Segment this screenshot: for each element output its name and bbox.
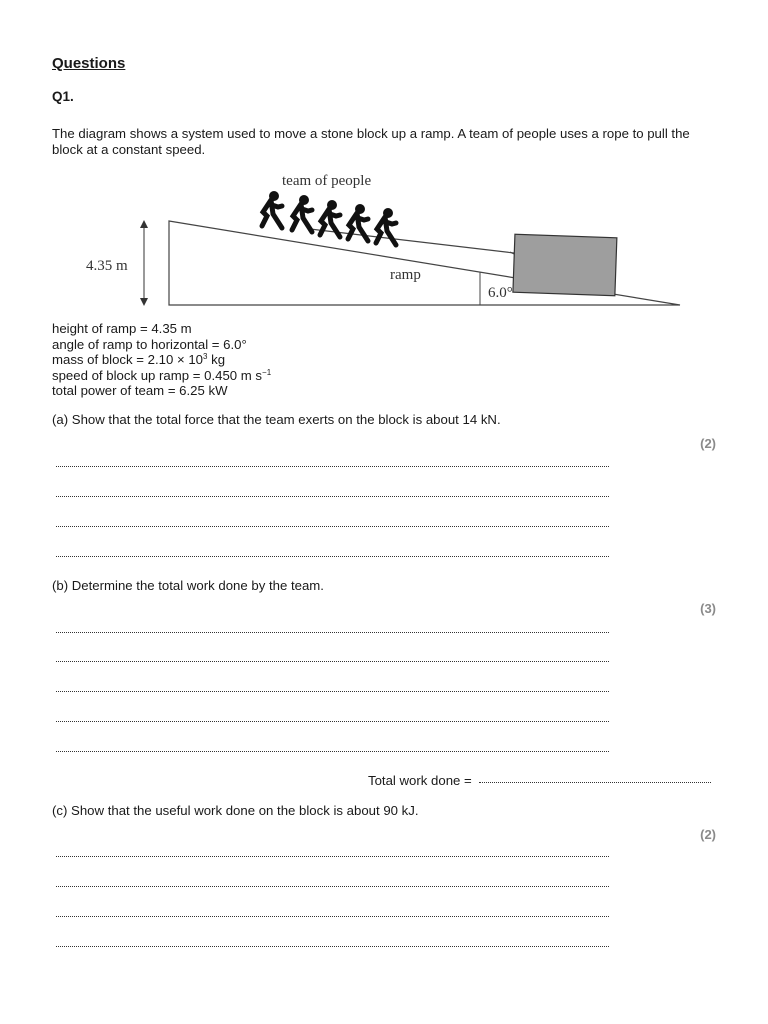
answer-line[interactable] bbox=[56, 721, 609, 722]
given-height: height of ramp = 4.35 m bbox=[52, 321, 192, 336]
question-intro: The diagram shows a system used to move a stone block up a ramp. A team of people uses a rope to pull the block at a constant speed. bbox=[52, 126, 690, 157]
total-work-answer-row bbox=[368, 773, 711, 788]
answer-line[interactable] bbox=[56, 466, 609, 467]
total-work-answer-field[interactable] bbox=[479, 782, 711, 783]
answer-line[interactable] bbox=[56, 886, 609, 887]
part-a-prompt: (a) Show that the total force that the team exerts on the block is about 14 kN. bbox=[52, 412, 501, 427]
answer-line[interactable] bbox=[56, 691, 609, 692]
answer-line[interactable] bbox=[56, 751, 609, 752]
height-label: 4.35 m bbox=[86, 258, 128, 274]
answer-line[interactable] bbox=[56, 496, 609, 497]
given-power: total power of team = 6.25 kW bbox=[52, 383, 228, 398]
team-label: team of people bbox=[282, 173, 372, 189]
given-data bbox=[52, 321, 271, 399]
given-speed: speed of block up ramp = 0.450 m $s^{-1}$ bbox=[52, 367, 272, 383]
part-c-prompt: (c) Show that the useful work done on the block is about 90 kJ. bbox=[52, 803, 419, 818]
ramp-diagram bbox=[80, 166, 690, 314]
answer-line[interactable] bbox=[56, 946, 609, 947]
answer-line[interactable] bbox=[56, 661, 609, 662]
answer-line[interactable] bbox=[56, 916, 609, 917]
total-work-label: Total work done = bbox=[368, 773, 476, 788]
part-b-marks: (3) bbox=[700, 601, 716, 616]
part-b-prompt: (b) Determine the total work done by the team. bbox=[52, 578, 324, 593]
ramp-label: ramp bbox=[390, 267, 421, 283]
part-c-marks: (2) bbox=[700, 827, 716, 842]
part-a-marks: (2) bbox=[700, 436, 716, 451]
question-number: Q1. bbox=[52, 89, 74, 104]
answer-line[interactable] bbox=[56, 556, 609, 557]
given-angle: angle of ramp to horizontal = 6.0° bbox=[52, 336, 247, 352]
answer-line[interactable] bbox=[56, 526, 609, 527]
angle-label: 6.0° bbox=[488, 285, 513, 301]
answer-line[interactable] bbox=[56, 632, 609, 633]
stone-block bbox=[513, 234, 617, 296]
given-mass: mass of block = $2.10 \times 10^3$ kg bbox=[52, 352, 226, 367]
page-heading: Questions bbox=[52, 55, 126, 72]
answer-line[interactable] bbox=[56, 856, 609, 857]
